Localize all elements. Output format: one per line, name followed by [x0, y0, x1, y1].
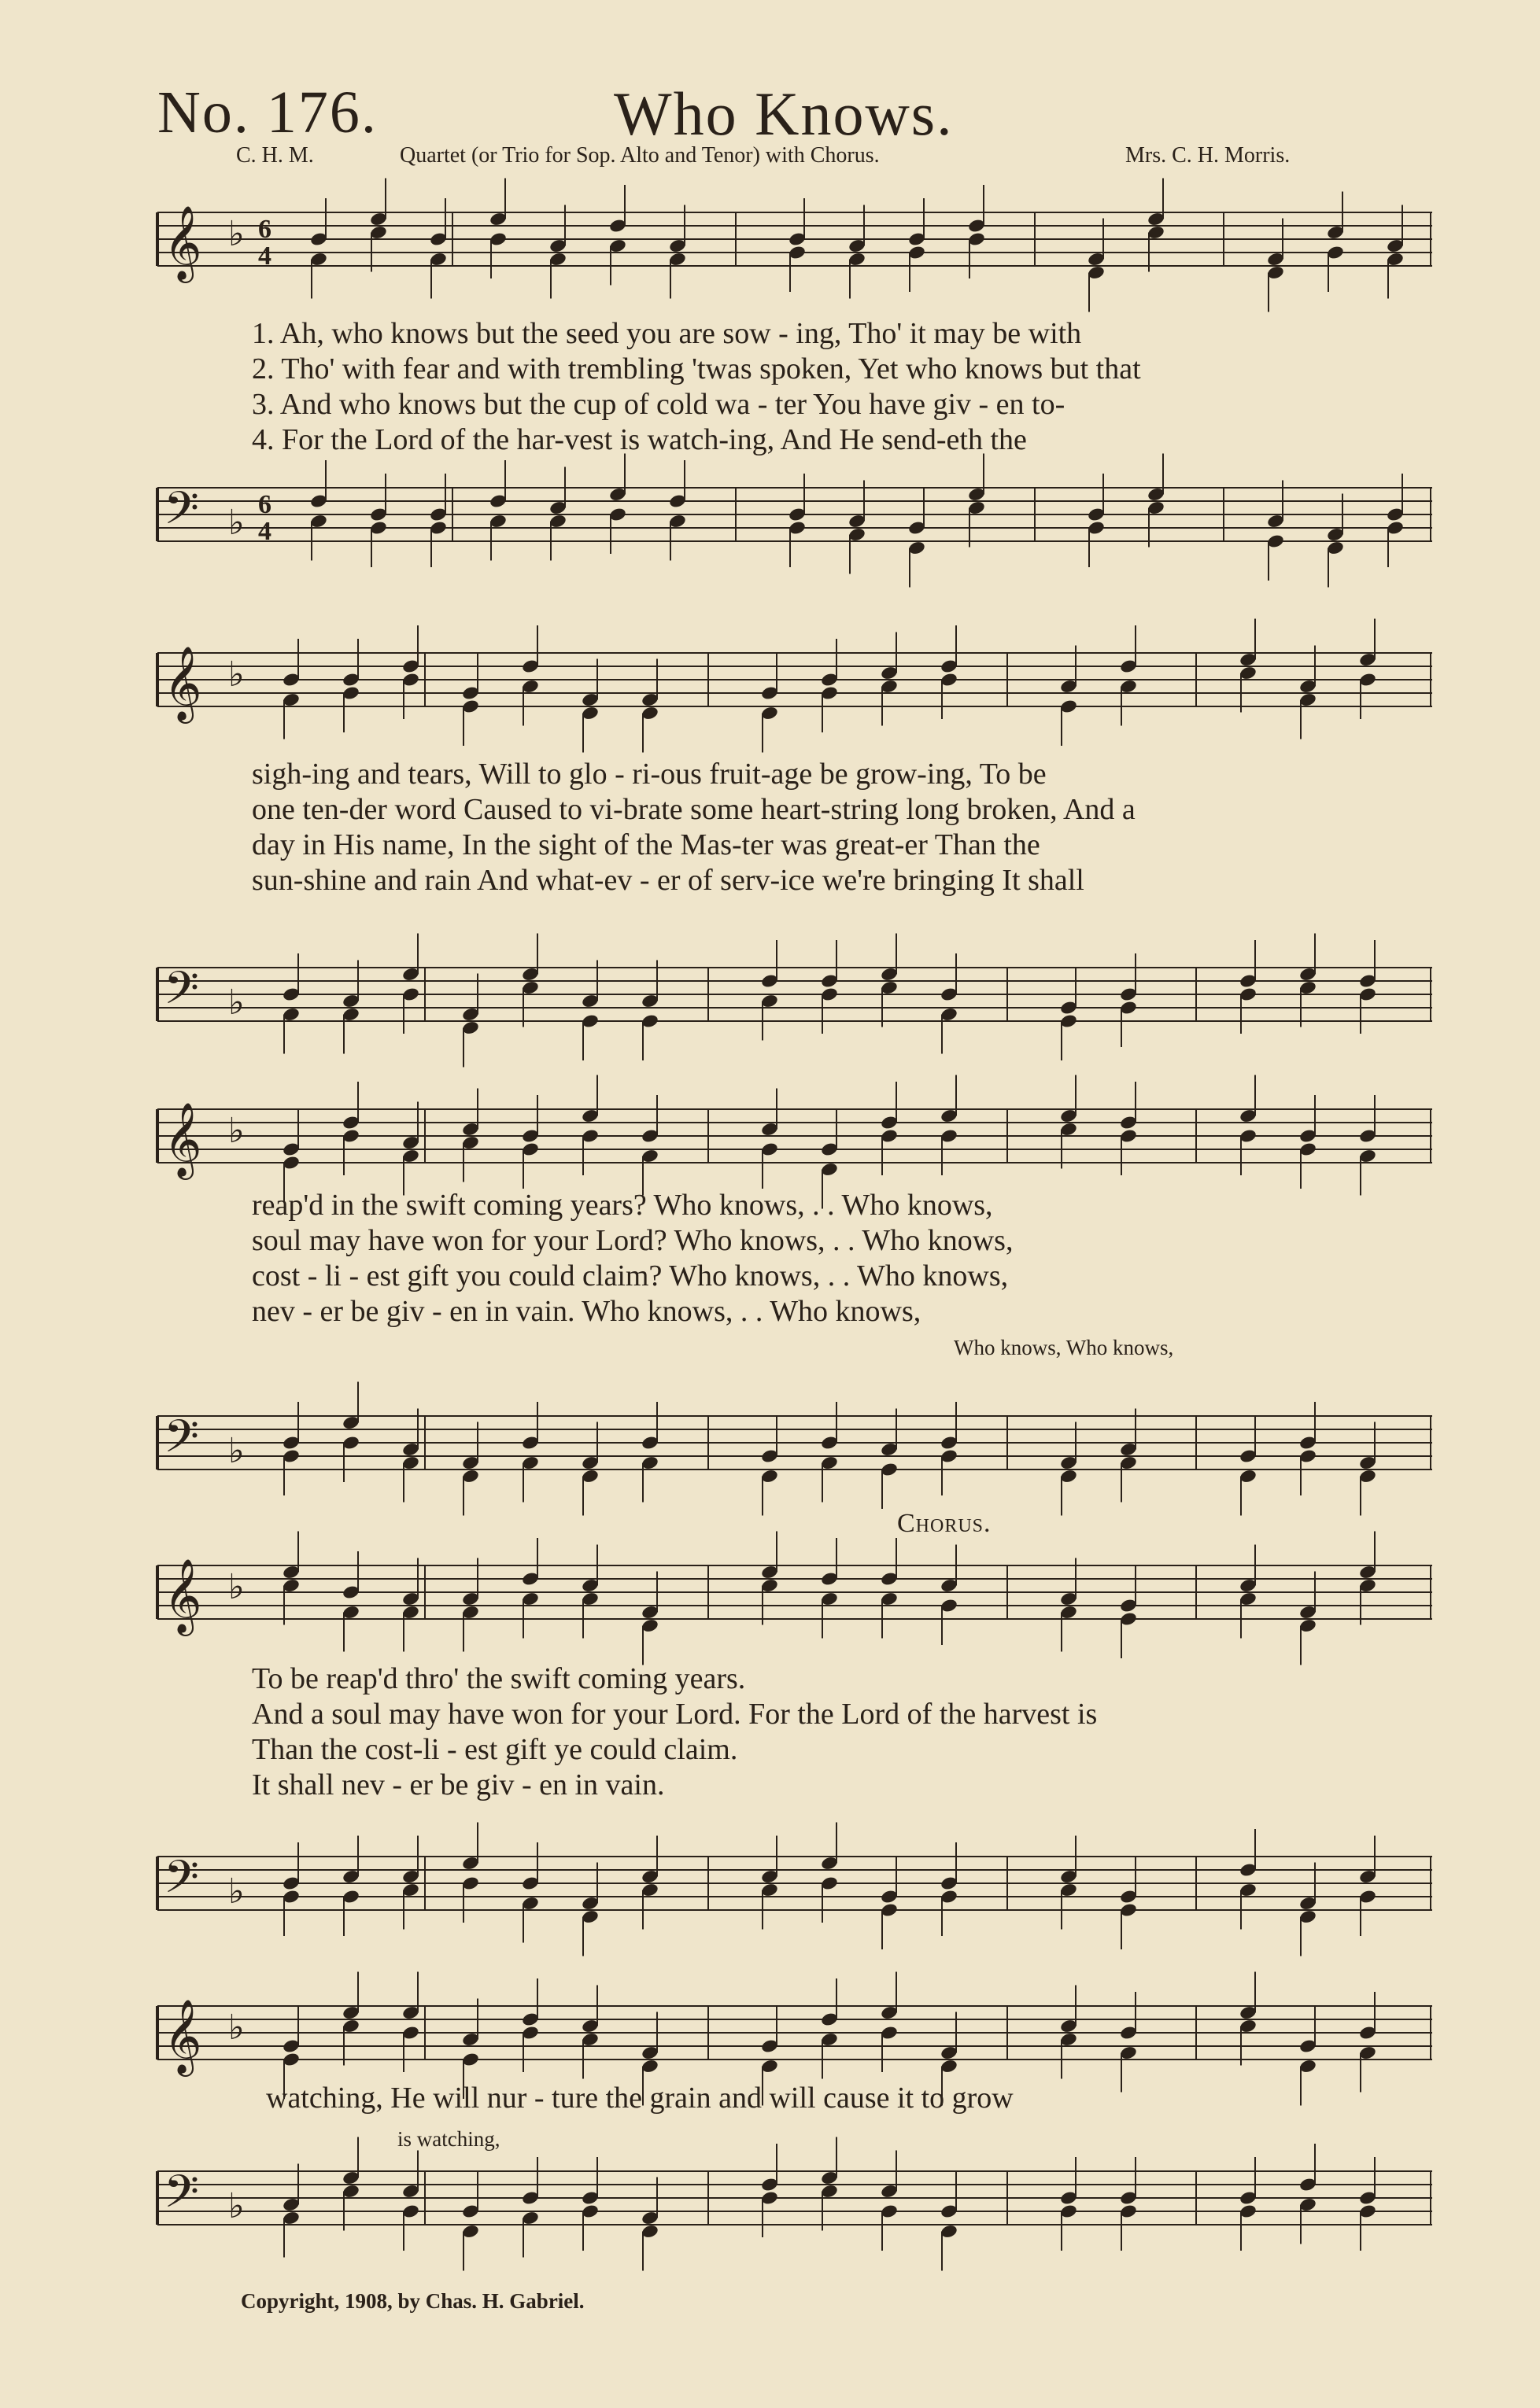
clef-symbol: 𝄢 [164, 2165, 200, 2229]
clef-symbol: 𝄢 [164, 1850, 200, 1915]
lyric-line: nev - er be giv - en in vain. Who knows, . . Who knows, [252, 1295, 921, 1328]
clef-symbol: 𝄞 [164, 205, 202, 280]
arrangement-note: Quartet (or Trio for Sop. Alto and Tenor) with Chorus. [400, 143, 880, 168]
system-3-bass [157, 1392, 1432, 1510]
key-signature-flat: ♭ [228, 2008, 245, 2048]
system-1-treble [157, 189, 1432, 307]
key-signature-flat: ♭ [228, 983, 245, 1023]
key-signature-flat: ♭ [228, 1111, 245, 1151]
key-signature-flat: ♭ [228, 655, 245, 695]
verse-block-1 [252, 316, 1141, 458]
copyright-notice: Copyright, 1908, by Chas. H. Gabriel. [241, 2289, 585, 2313]
clef-symbol: 𝄢 [164, 481, 200, 546]
chorus-bass-lyric: is watching, [397, 2127, 500, 2151]
lyric-line: one ten-der word Caused to vi-brate some heart-string long broken, And a [252, 793, 1136, 826]
lyric-line: And a soul may have won for your Lord. For the Lord of the harvest is [252, 1698, 1098, 1731]
lyric-line: soul may have won for your Lord? Who knows, . . Who knows, [252, 1224, 1014, 1257]
chorus-label: Chorus. [897, 1509, 992, 1538]
time-signature-bottom: 4 [258, 517, 271, 546]
key-signature-flat: ♭ [228, 1567, 245, 1607]
lyric-line: watching, He will nur - ture the grain and will cause it to grow [266, 2082, 1014, 2115]
system-5-bass [157, 2148, 1432, 2266]
clef-symbol: 𝄞 [164, 1102, 202, 1177]
key-signature-flat: ♭ [228, 1431, 245, 1471]
lyric-line: 4. For the Lord of the har-vest is watch-ing, And He send-eth the [252, 423, 1027, 456]
lyric-line: sigh-ing and tears, Will to glo - ri-ous fruit-age be grow-ing, To be [252, 758, 1047, 791]
hymn-title: Who Knows. [614, 79, 954, 148]
clef-symbol: 𝄞 [164, 1999, 202, 2074]
lyric-line: cost - li - est gift you could claim? Who knows, . . Who knows, [252, 1259, 1009, 1293]
verse-block-4 [252, 1661, 1097, 1803]
time-signature-top: 6 [258, 215, 271, 244]
system-1-bass [157, 464, 1432, 582]
verse-block-3 [252, 1188, 1013, 1329]
lyric-line: It shall nev - er be giv - en in vain. [252, 1768, 665, 1801]
verse-block-2 [252, 757, 1136, 898]
time-signature-top: 6 [258, 490, 271, 519]
clef-symbol: 𝄢 [164, 1410, 200, 1474]
system-4-bass [157, 1833, 1432, 1951]
system-2-treble [157, 629, 1432, 747]
key-signature-flat: ♭ [228, 503, 245, 543]
lyric-line: To be reap'd thro' the swift coming years. [252, 1662, 746, 1695]
key-signature-flat: ♭ [228, 2186, 245, 2226]
system-3-treble [157, 1086, 1432, 1204]
clef-symbol: 𝄞 [164, 646, 202, 721]
lyric-line: sun-shine and rain And what-ev - er of serv-ice we're bringing It shall [252, 864, 1084, 897]
lyric-line: Than the cost-li - est gift ye could claim. [252, 1733, 738, 1766]
key-signature-flat: ♭ [228, 214, 245, 254]
author-credit: Mrs. C. H. Morris. [1125, 143, 1291, 168]
lyric-line: 1. Ah, who knows but the seed you are sow - ing, Tho' it may be with [252, 317, 1082, 350]
chorus-lyric-block [266, 2081, 1014, 2116]
system-4-treble [157, 1542, 1432, 1660]
lyric-line: 3. And who knows but the cup of cold wa - ter You have giv - en to- [252, 388, 1065, 421]
system-2-bass [157, 944, 1432, 1062]
key-signature-flat: ♭ [228, 1871, 245, 1912]
composer-credit: C. H. M. [236, 143, 314, 168]
clef-symbol: 𝄢 [164, 961, 200, 1026]
time-signature-bottom: 4 [258, 242, 271, 271]
lyric-line: reap'd in the swift coming years? Who knows, . . Who knows, [252, 1189, 993, 1222]
lyric-line: day in His name, In the sight of the Mas-ter was great-er Than the [252, 828, 1040, 861]
bass-echo-lyric: Who knows, Who knows, [954, 1336, 1174, 1359]
clef-symbol: 𝄞 [164, 1558, 202, 1633]
hymn-number: No. 176. [157, 79, 378, 146]
lyric-line: 2. Tho' with fear and with trembling 'twas spoken, Yet who knows but that [252, 352, 1141, 385]
